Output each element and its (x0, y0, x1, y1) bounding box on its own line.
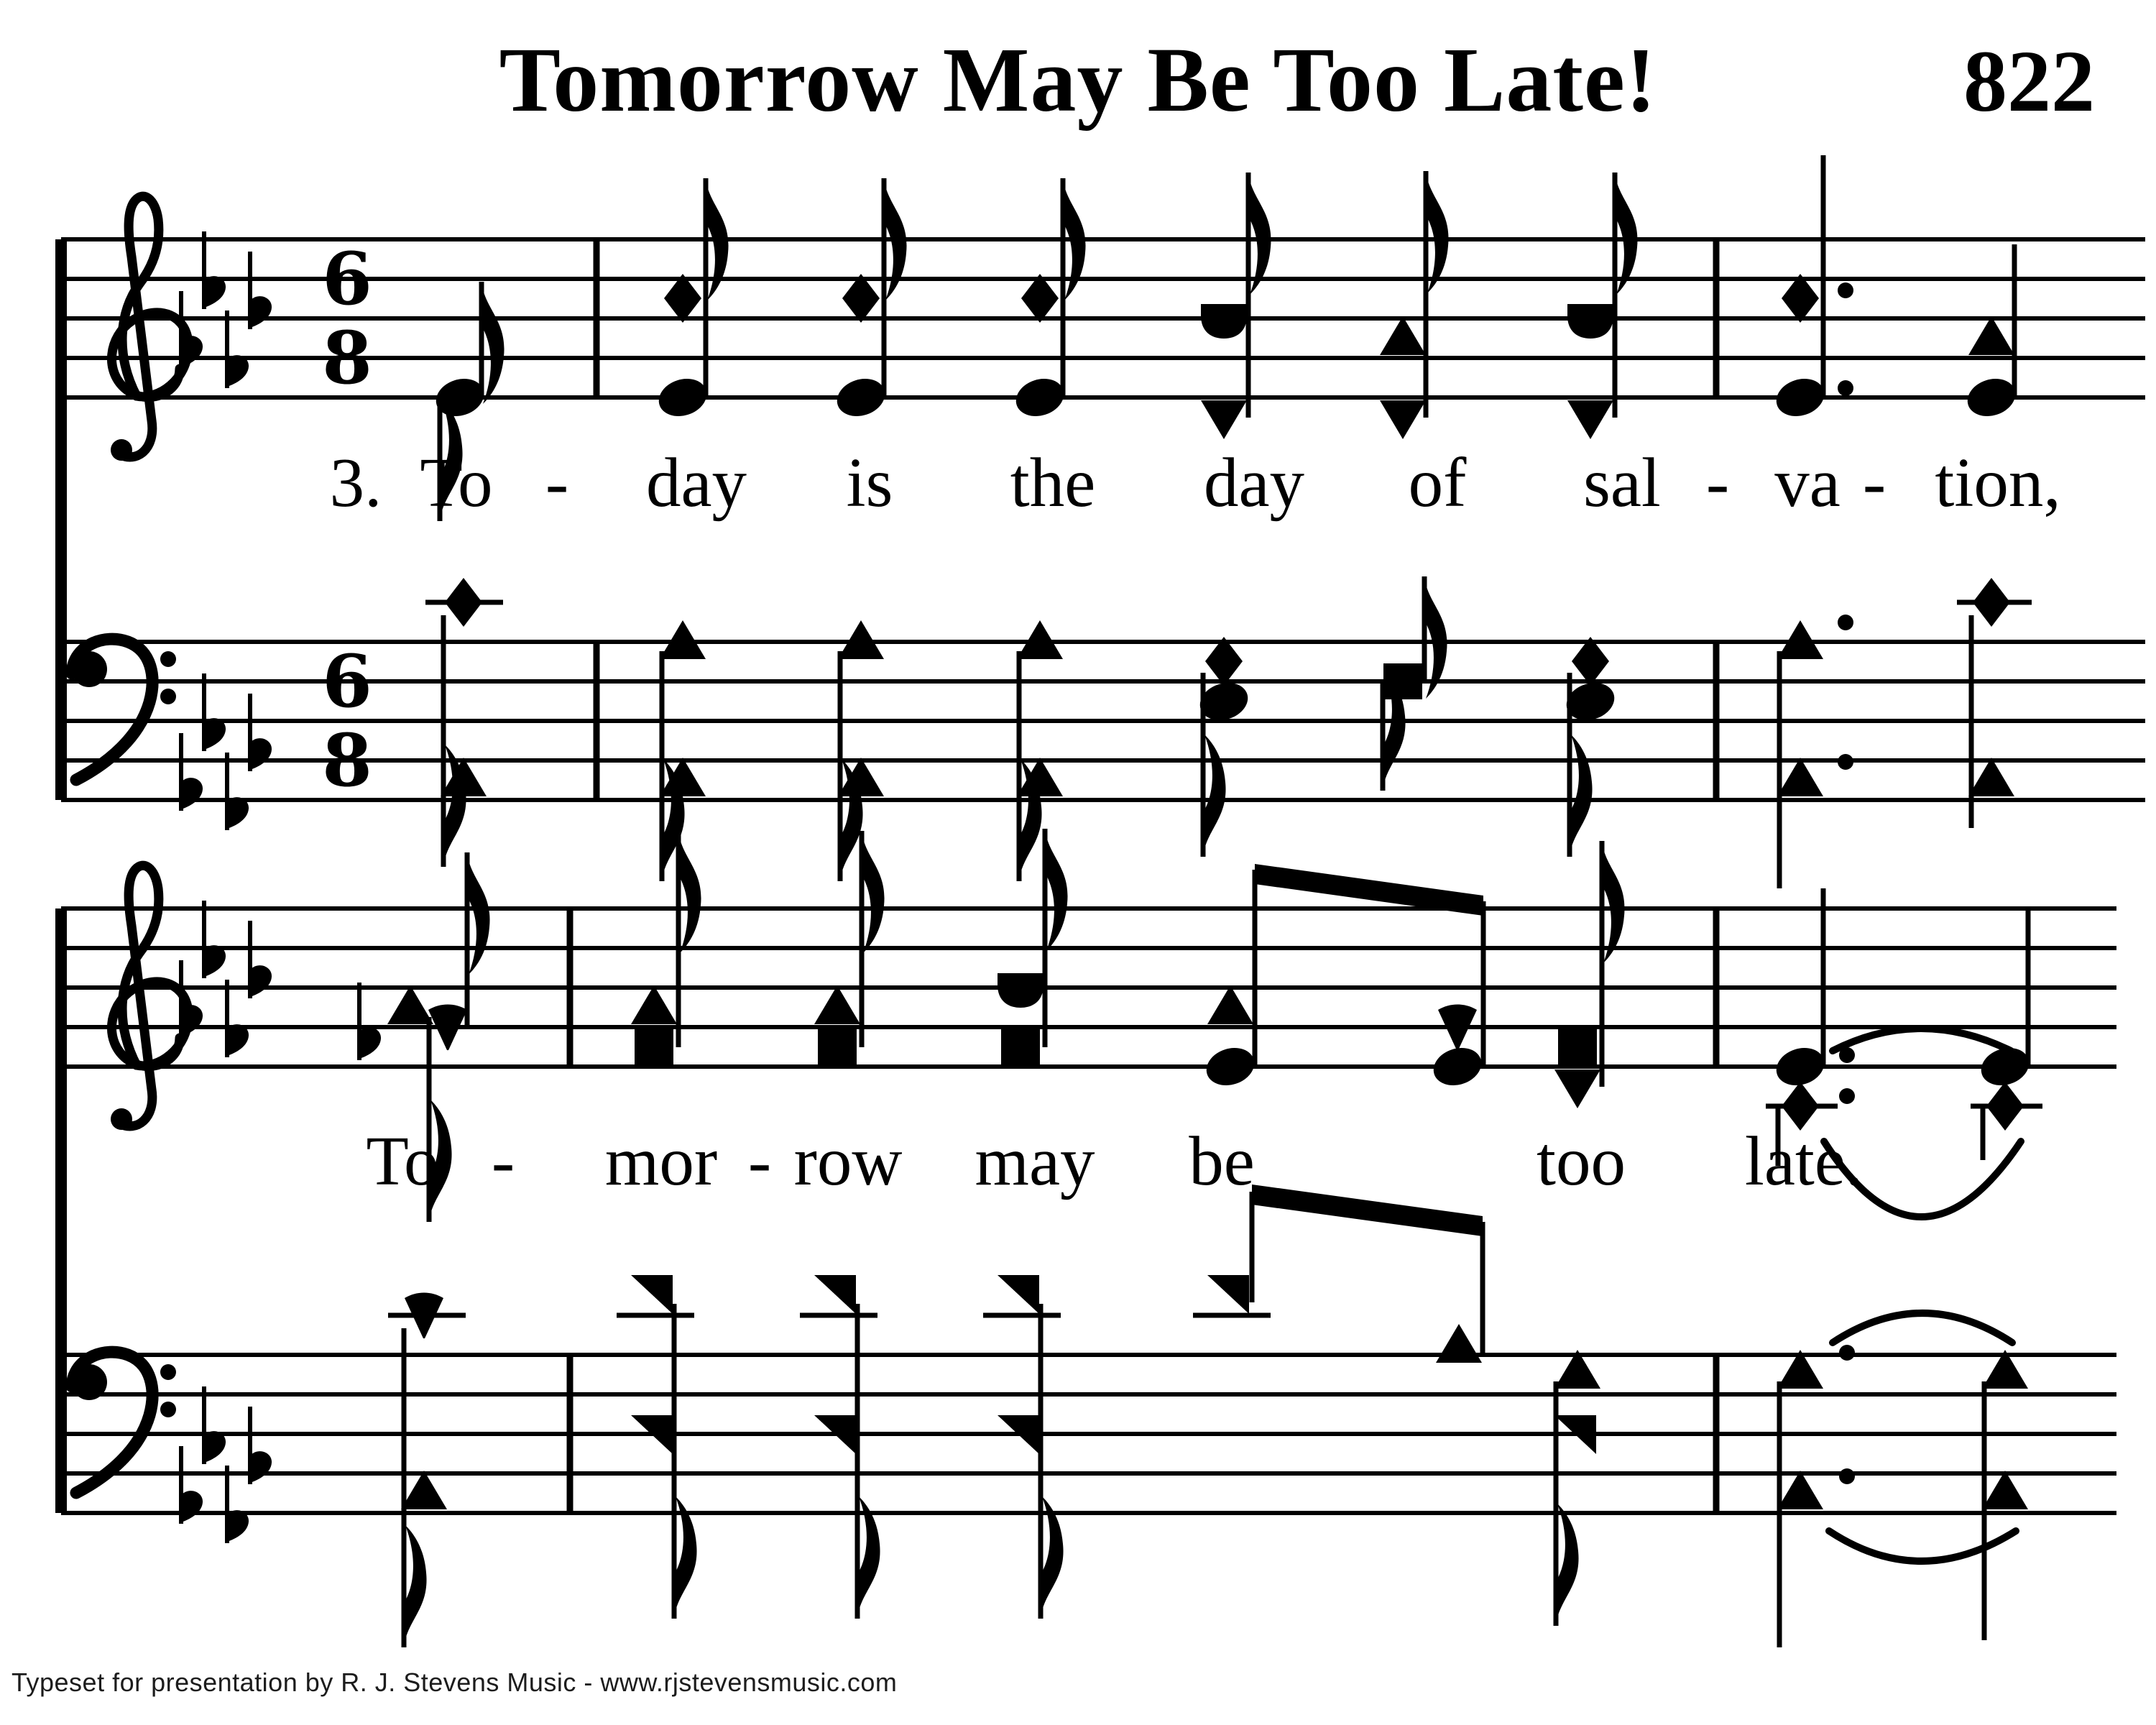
key-signature-flat-icon (227, 1510, 249, 1542)
notehead-re-cup (998, 973, 1044, 1008)
barline (1713, 642, 1720, 800)
note-stem (1821, 888, 1826, 1067)
lyric-syllable: of (1408, 444, 1467, 521)
notehead-do-triangle (814, 985, 860, 1024)
notehead-sol-oval (654, 373, 711, 423)
staff-line (61, 679, 2145, 684)
note-stem (1969, 615, 1974, 828)
notehead-do-triangle (1777, 1471, 1823, 1509)
ledger-line (983, 1313, 1061, 1318)
notehead-sol-oval (832, 373, 890, 423)
tie-slur (1829, 1531, 2016, 1561)
lyric-syllable: - (1862, 444, 1886, 521)
notehead-re-cup (1201, 304, 1247, 339)
notehead-fa-flag (998, 1275, 1039, 1314)
notehead-mi-diamond (1021, 274, 1059, 323)
lyric-syllable: - (545, 444, 569, 521)
key-signature-flat-icon (250, 738, 272, 770)
time-signature-numerator: 6 (322, 236, 372, 321)
notehead-mi-diamond (1572, 637, 1609, 686)
treble-clef-dot (111, 439, 132, 461)
note-stem (1821, 155, 1826, 397)
note-stem (1250, 1192, 1255, 1302)
treble-clef-icon (111, 196, 188, 457)
bass-clef-head (71, 1364, 107, 1400)
barline (594, 642, 600, 800)
beam (1252, 1184, 1483, 1236)
note-stem (2026, 907, 2031, 1067)
notehead-do-triangle (401, 1471, 447, 1509)
notehead-mi-diamond (1973, 578, 2010, 627)
staff-line (61, 1353, 2116, 1357)
note-stem (1777, 651, 1782, 888)
staff-line (61, 356, 2145, 360)
staff-line (61, 985, 2116, 990)
staff-line (61, 1471, 2116, 1476)
lyric-syllable: day (1203, 444, 1305, 521)
lyric-syllable: late. (1744, 1123, 1864, 1200)
time-signature-numerator: 6 (322, 639, 372, 724)
key-signature-flat-icon (250, 965, 272, 997)
augmentation-dot (1838, 754, 1853, 770)
notehead-mi-diamond (664, 274, 701, 323)
key-signature-flat-icon (204, 276, 226, 308)
lyric-syllable: too (1537, 1123, 1626, 1200)
barline (1713, 239, 1720, 397)
notehead-fa-triangle-down (1380, 400, 1426, 439)
lyric-syllable: the (1010, 444, 1096, 521)
notehead-do-triangle (1968, 316, 2014, 355)
lyric-syllable: be (1189, 1123, 1255, 1200)
key-signature-flat-icon (204, 718, 226, 750)
bass-clef-dot (160, 1402, 176, 1417)
treble-clef-icon (111, 865, 188, 1126)
notehead-do-triangle (1436, 1324, 1482, 1363)
staff-line (61, 277, 2145, 281)
note-stem (2012, 244, 2017, 397)
staff-line (61, 758, 2145, 763)
notehead-sol-oval (1202, 1042, 1259, 1092)
lyric-syllable: To (420, 444, 493, 521)
notehead-re-cup (1567, 304, 1613, 339)
lyric-syllable: - (1705, 444, 1730, 521)
note-stem (1777, 1381, 1782, 1647)
footer-credit: Typeset for presentation by R. J. Stevens Music - www.rjstevensmusic.com (11, 1668, 898, 1697)
notehead-do-triangle (1380, 316, 1426, 355)
notehead-do-triangle (631, 985, 677, 1024)
notehead-fa-flag (631, 1275, 673, 1314)
key-signature-flat-icon (204, 945, 226, 977)
staff-line (61, 906, 2116, 911)
barline (594, 239, 600, 397)
barline (1713, 908, 1720, 1067)
time-signature-denominator: 8 (322, 718, 372, 803)
lyric-syllable: To (366, 1123, 439, 1200)
bass-clef-dot (160, 1364, 176, 1380)
notehead-fa-flag (1207, 1275, 1249, 1314)
notehead-fa-triangle-down (1554, 1070, 1600, 1108)
bass-clef-dot (160, 689, 176, 704)
staff-line (61, 1432, 2116, 1436)
staff-line (61, 719, 2145, 723)
note-stem (1981, 1106, 1986, 1160)
lyric-syllable: day (645, 444, 747, 521)
note-stem (1481, 901, 1486, 1067)
bass-clef-head (71, 651, 107, 687)
note-stem (1480, 1222, 1485, 1356)
key-signature-flat-icon (227, 355, 249, 387)
notehead-la-square (635, 1029, 673, 1065)
notehead-la-square (1001, 1029, 1040, 1065)
note-stem (1253, 870, 1258, 1067)
staff-line (61, 1392, 2116, 1397)
system-barline (55, 908, 67, 1513)
notehead-mi-diamond (445, 578, 482, 627)
notehead-mi-diamond (1986, 1082, 2024, 1131)
lyric-syllable: may (975, 1123, 1095, 1200)
notehead-do-triangle (1207, 985, 1253, 1024)
augmentation-dot (1839, 1088, 1855, 1104)
note-stem (402, 1328, 407, 1647)
key-signature-flat-icon (250, 296, 272, 328)
key-signature-flat-icon (204, 1431, 226, 1463)
tie-slur (1833, 1029, 2011, 1051)
staff-line (61, 395, 2145, 400)
notehead-sol-oval (1011, 373, 1069, 423)
treble-clef-dot (111, 1108, 132, 1130)
staff-line (61, 1511, 2116, 1515)
key-signature-flat-icon (227, 1024, 249, 1056)
lyric-syllable: tion, (1935, 444, 2061, 521)
notehead-do-triangle (1982, 1471, 2028, 1509)
lyric-syllable: row (793, 1123, 903, 1200)
notehead-sol-oval (1429, 1042, 1486, 1092)
ledger-line (800, 1313, 877, 1318)
lyric-syllable: is (846, 444, 893, 521)
notehead-do-triangle (387, 985, 433, 1024)
ledger-line (617, 1313, 694, 1318)
staff-line (61, 798, 2145, 802)
lyric-syllable: mor (604, 1123, 718, 1200)
notehead-mi-diamond (1782, 274, 1819, 323)
staff-line (61, 640, 2145, 644)
augmentation-dot (1838, 615, 1853, 630)
augmentation-dot (1838, 282, 1853, 298)
key-signature-flat-icon (181, 336, 203, 367)
notehead-fa-triangle-down (1567, 400, 1613, 439)
lyric-syllable: 3. (329, 444, 382, 521)
notehead-la-square (818, 1029, 857, 1065)
key-signature-flat-icon (181, 1005, 203, 1036)
barline (567, 908, 573, 1067)
notehead-la-square (1558, 1029, 1597, 1065)
augmentation-dot (1839, 1345, 1855, 1361)
ledger-line (1193, 1313, 1271, 1318)
key-signature-flat-icon (181, 778, 203, 809)
notehead-fa-triangle-down (1201, 400, 1247, 439)
notehead-sol-oval (1772, 373, 1829, 423)
staff-line (61, 237, 2145, 242)
lyric-syllable: - (747, 1123, 772, 1200)
key-signature-flat-icon (181, 1491, 203, 1522)
barline (1713, 1355, 1720, 1513)
song-number: 822 (1963, 33, 2095, 130)
augmentation-dot (1838, 380, 1853, 396)
lyric-syllable: - (491, 1123, 515, 1200)
lyric-syllable: va (1774, 444, 1841, 521)
bass-clef-dot (160, 651, 176, 667)
key-signature-flat-icon (227, 797, 249, 829)
notehead-do-triangle (1968, 758, 2014, 796)
key-signature-flat-icon (250, 1451, 272, 1483)
time-signature-denominator: 8 (322, 316, 372, 400)
staff-line (61, 946, 2116, 950)
notehead-sol-oval (1963, 373, 2020, 423)
note-stem (1982, 1381, 1987, 1640)
page-title: Tomorrow May Be Too Late! (499, 29, 1657, 131)
accidental-flat-icon (359, 1027, 381, 1059)
notehead-fa-flag (814, 1275, 856, 1314)
augmentation-dot (1839, 1468, 1855, 1484)
barline (567, 1355, 573, 1513)
notehead-mi-diamond (1205, 637, 1243, 686)
lyric-syllable: sal (1583, 444, 1661, 521)
system-barline (55, 239, 67, 800)
notehead-mi-diamond (842, 274, 880, 323)
notehead-do-triangle (1777, 758, 1823, 796)
staff-line (61, 316, 2145, 321)
tie-slur (1833, 1313, 2012, 1343)
